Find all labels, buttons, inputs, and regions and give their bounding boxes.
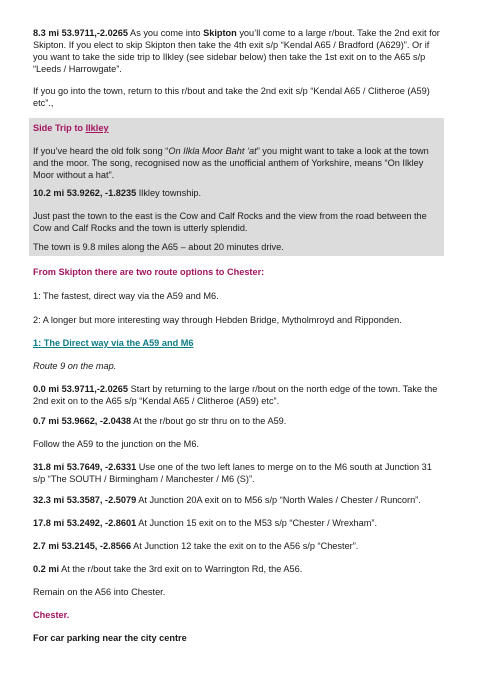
step-5: [33, 517, 445, 529]
step-7-coord: 0.2 mi: [33, 564, 60, 574]
step-7-text: At the r/bout take the 3rd exit on to Warrington Rd, the A56.: [59, 564, 303, 574]
step-3-text: Use one of the two left lanes to merge on to the M6 south at Junction 31 s/p “The SOUTH / Birmingham / Manchester / M6 (S)”.: [33, 462, 432, 484]
step-5-coord: 17.8 mi 53.2492, -2.8601: [33, 518, 137, 528]
step-0-coord: 0.0 mi 53.9711,-2.0265: [33, 384, 129, 394]
intro-text-2: you’ll come to a large r/bout. Take the 2nd exit for Skipton. If you elect to skip Skipton then take the 4th exit s/p “Kendal A65 / Bradford (A629)”. Or if you want to take the side trip to Ilkley (see sidebar below) then take the 1st exit on to the A65 s/p “Leeds / Harrowgate”.: [33, 28, 440, 74]
sidebar-paragraph-1: [33, 145, 445, 181]
step-8: [33, 586, 445, 598]
step-6-text: At Junction 12 take the exit on to the A56 s/p “Chester”.: [131, 541, 359, 551]
step-6: [33, 540, 445, 552]
intro-coord: 8.3 mi 53.9711,-2.0265: [33, 28, 129, 38]
sidebar-paragraph-4: The town is 9.8 miles along the A65 – about 20 minutes drive.: [33, 242, 284, 252]
step-1: [33, 415, 445, 427]
chester-heading: Chester.: [33, 610, 70, 620]
sidebar-title: [33, 122, 445, 134]
return-paragraph: If you go into the town, return to this r/bout and take the 2nd exit s/p “Kendal A65 / Clitheroe (A59) etc”.,: [33, 86, 430, 108]
intro-skipton: Skipton: [203, 28, 237, 38]
step-4-text: At Junction 20A exit on to M56 s/p “North Wales / Chester / Runcorn”.: [136, 495, 421, 505]
sidebar-title-prefix: Side Trip to: [33, 123, 86, 133]
step-5-text: At Junction 15 exit on to the M53 s/p “Chester / Wrexham”.: [136, 518, 378, 528]
step-0-text: Start by returning to the large r/bout on the north edge of the town. Take the 2nd exit on to the A65 s/p “Kendal A65 / Clitheroe (A59) etc”.: [33, 384, 438, 406]
intro-text-1: As you come into: [128, 28, 204, 38]
sidebar-p1-b: ” you might want to take a look at the town and the moor. The song, recognised now as the unofficial anthem of Yorkshire, means “On Ilkley Moor without a hat”.: [33, 146, 429, 180]
sidebar-title-link[interactable]: Ilkley: [85, 123, 109, 133]
step-7: [33, 563, 445, 575]
sidebar-paragraph-3: Just past the town to the east is the Cow and Calf Rocks and the view from the road between the Cow and Calf Rocks and the town is utterly splendid.: [33, 211, 427, 233]
step-8-text: Remain on the A56 into Chester.: [33, 587, 166, 597]
sidebar-p2-text: Ilkley township.: [136, 188, 202, 198]
direct-heading-link[interactable]: 1: The Direct way via the A59 and M6: [33, 338, 194, 348]
step-3: [33, 461, 445, 485]
step-6-coord: 2.7 mi 53.2145, -2.8566: [33, 541, 132, 551]
step-4: [33, 494, 445, 506]
sidebar-paragraph-2: [33, 187, 445, 199]
step-2-text: Follow the A59 to the junction on the M6.: [33, 439, 199, 449]
step-0: [33, 383, 445, 407]
option-2: 2: A longer but more interesting way through Hebden Bridge, Mytholmroyd and Ripponden.: [33, 315, 402, 325]
sidebar-p1-a: If you’ve heard the old folk song “: [33, 146, 169, 156]
sidebar-p2-coord: 10.2 mi 53.9262, -1.8235: [33, 188, 137, 198]
parking-heading: For car parking near the city centre: [33, 633, 187, 643]
options-heading: From Skipton there are two route options to Chester:: [33, 267, 265, 277]
intro-paragraph: [33, 27, 445, 75]
sidebar-p1-song: On Ilkla Moor Baht ‘at: [168, 146, 257, 156]
step-1-coord: 0.7 mi 53.9662, -2.0438: [33, 416, 132, 426]
step-3-coord: 31.8 mi 53.7649, -2.6331: [33, 462, 137, 472]
route-note: Route 9 on the map.: [33, 361, 117, 371]
option-1: 1: The fastest, direct way via the A59 and M6.: [33, 291, 219, 301]
step-1-text: At the r/bout go str thru on to the A59.: [131, 416, 287, 426]
step-2: [33, 438, 445, 450]
direct-heading-row: [33, 337, 445, 349]
step-4-coord: 32.3 mi 53.3587, -2.5079: [33, 495, 137, 505]
